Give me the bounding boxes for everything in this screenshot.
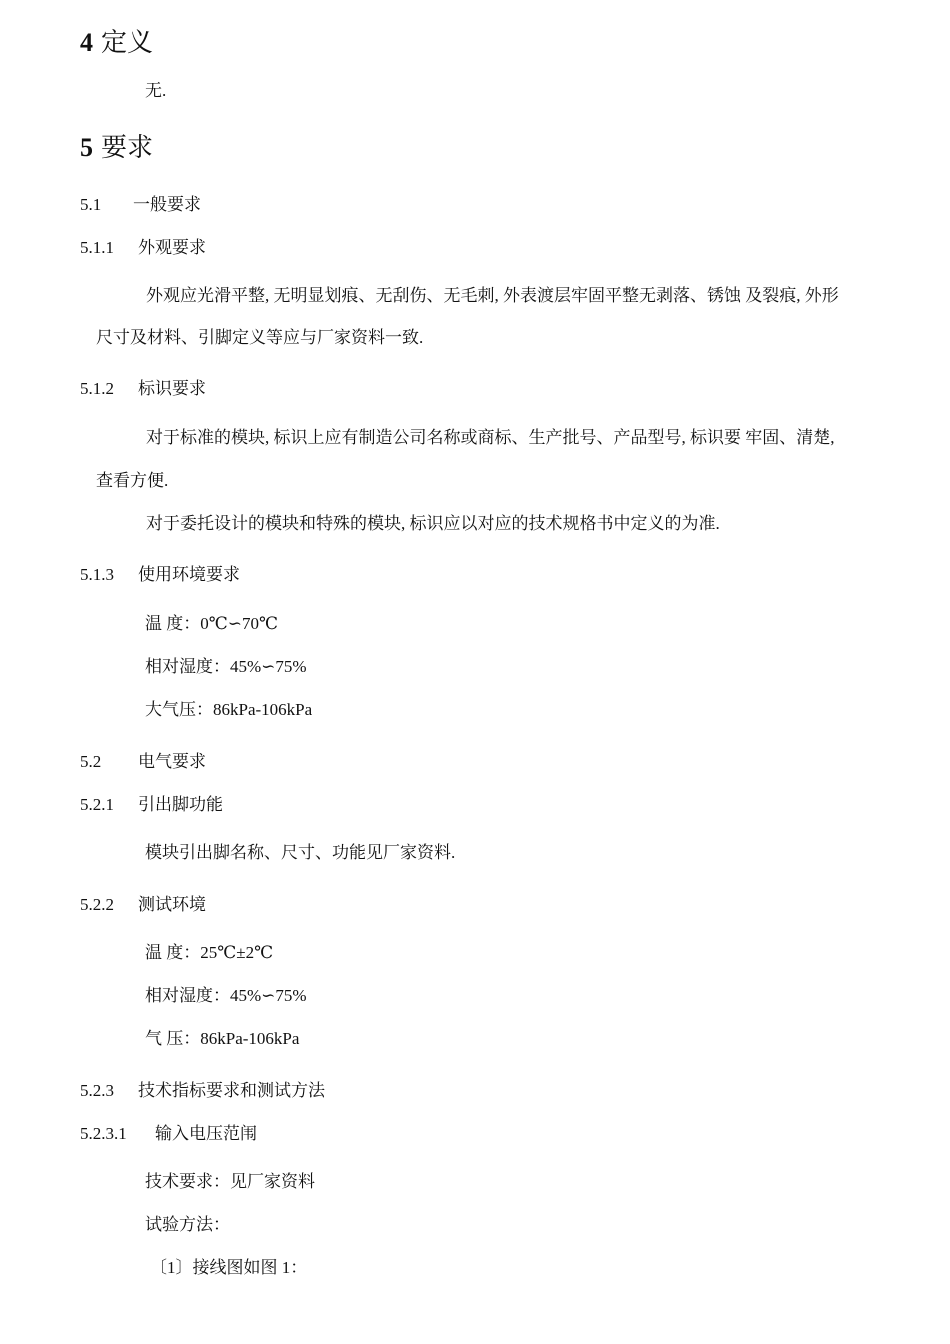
subheading-5-2-3-1-number: 5.2.3.1 — [80, 1124, 127, 1143]
subheading-5-1-2-number: 5.1.2 — [80, 379, 114, 398]
subheading-5-1-3-number: 5.1.3 — [80, 565, 114, 584]
test-step-1: 〔1〕接线图如图 1： — [150, 1258, 308, 1277]
subheading-5-2-1-number: 5.2.1 — [80, 795, 114, 814]
subheading-5-2-2-title: 测试环境 — [138, 895, 206, 914]
paragraph-5-1-2-line1: 对于标准的模块, 标识上应有制造公司名称或商标、生产批号、产品型号, 标识要 牢固、清楚, — [146, 428, 835, 447]
subheading-5-2-2-number: 5.2.2 — [80, 895, 114, 914]
paragraph-5-2-1: 模块引出脚名称、尺寸、功能见厂家资料. — [145, 843, 456, 862]
subheading-5-2-title: 电气要求 — [138, 752, 206, 771]
test-method-label: 试验方法： — [145, 1215, 230, 1234]
subheading-5-2-3-number: 5.2.3 — [80, 1081, 114, 1100]
env-item-pressure: 大气压：86kPa-106kPa — [145, 700, 313, 719]
test-env-temperature: 温 度：25℃±2℃ — [145, 943, 274, 962]
subheading-5-1-title: 一般要求 — [133, 195, 201, 214]
subheading-5-2-3-1-title: 输入电压范闱 — [155, 1124, 257, 1143]
subheading-number: 5.1 — [80, 195, 102, 214]
subheading-5-2-1-title: 引出脚功能 — [138, 795, 223, 814]
test-env-pressure: 气 压：86kPa-106kPa — [145, 1029, 300, 1048]
subheading-5-2-number: 5.2 — [80, 752, 102, 771]
heading-section-4 — [80, 28, 153, 58]
heading-number: 5 — [80, 133, 93, 162]
section-4-body: 无. — [145, 81, 167, 100]
heading-number: 4 — [80, 28, 93, 57]
env-item-temperature: 温 度：0℃∽70℃ — [145, 614, 279, 633]
test-env-humidity: 相对湿度：45%∽75% — [145, 986, 307, 1005]
paragraph-5-1-2-line2: 查看方便. — [96, 471, 169, 490]
heading-title: 定义 — [101, 28, 154, 57]
subheading-5-1 — [80, 194, 101, 216]
heading-section-5 — [80, 133, 153, 163]
paragraph-5-1-1-line2: 尺寸及材料、引脚定义等应与厂家资料一致. — [96, 328, 424, 347]
subheading-5-2-3-title: 技术指标要求和测试方法 — [138, 1081, 325, 1100]
requirement-text: 技术要求：见厂家资料 — [145, 1172, 315, 1191]
subheading-5-1-1-number: 5.1.1 — [80, 238, 114, 257]
paragraph-5-1-1-line1: 外观应光滑平整, 无明显划痕、无刮伤、无毛刺, 外表渡层牢固平整无剥落、锈蚀 及裂痕, 外形 — [146, 286, 839, 305]
subheading-5-1-2-title: 标识要求 — [138, 379, 206, 398]
paragraph-5-1-2-body2: 对于委托设计的模块和特殊的模块, 标识应以对应的技术规格书中定义的为准. — [146, 514, 720, 533]
subheading-5-1-3-title: 使用环境要求 — [138, 565, 240, 584]
env-item-humidity: 相对湿度：45%∽75% — [145, 657, 307, 676]
heading-title: 要求 — [101, 133, 154, 162]
subheading-5-1-1-title: 外观要求 — [138, 238, 206, 257]
